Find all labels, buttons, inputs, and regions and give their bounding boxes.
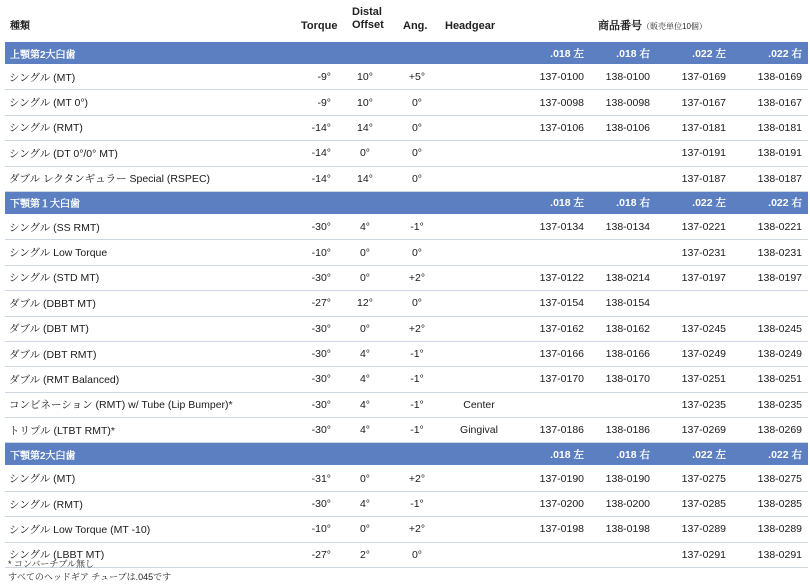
sku-022-right: [732, 291, 808, 316]
sku-018-left: 137-0162: [523, 316, 590, 341]
table-row: [5, 214, 808, 239]
product-name: シングル Low Torque: [5, 240, 285, 265]
distal-offset-value: 0°: [331, 316, 399, 341]
headgear-value: [435, 214, 523, 239]
angulation-value: -1°: [399, 341, 435, 366]
section-header-row: [5, 191, 808, 214]
product-name: ダブル (RMT Balanced): [5, 367, 285, 392]
angulation-value: -1°: [399, 214, 435, 239]
product-name: ダブル (DBT MT): [5, 316, 285, 341]
distal-offset-value: 4°: [331, 341, 399, 366]
product-name: シングル Low Torque (MT -10): [5, 517, 285, 542]
product-name: シングル (STD MT): [5, 265, 285, 290]
sku-018-left: 137-0098: [523, 90, 590, 115]
headgear-value: [435, 141, 523, 166]
sku-022-right: 138-0275: [732, 466, 808, 491]
torque-value: -30°: [285, 316, 331, 341]
size-column-header: .022 左: [656, 42, 732, 65]
angulation-value: +2°: [399, 316, 435, 341]
distal-offset-value: 4°: [331, 367, 399, 392]
sku-022-left: 137-0235: [656, 392, 732, 417]
distal-offset-value: 14°: [331, 166, 399, 191]
section-header-row: [5, 42, 808, 65]
distal-offset-value: 0°: [331, 141, 399, 166]
torque-value: -30°: [285, 265, 331, 290]
footnote-convertible: * コンバーチブル無し: [8, 559, 95, 569]
footnotes: [8, 558, 171, 584]
table-row: [5, 316, 808, 341]
sku-022-right: 138-0285: [732, 491, 808, 516]
angulation-value: +2°: [399, 265, 435, 290]
headgear-value: [435, 65, 523, 90]
headgear-value: [435, 316, 523, 341]
sku-018-right: [590, 166, 656, 191]
angulation-value: -1°: [399, 418, 435, 443]
size-column-header: .018 左: [523, 191, 590, 214]
table-row: [5, 166, 808, 191]
sku-018-left: [523, 166, 590, 191]
distal-offset-value: 14°: [331, 115, 399, 140]
sku-022-right: 138-0245: [732, 316, 808, 341]
product-name: シングル (SS RMT): [5, 214, 285, 239]
kind-column-header: 種類: [10, 21, 30, 32]
sku-018-left: [523, 141, 590, 166]
headgear-column-header: Headgear: [445, 20, 496, 32]
distal-offset-value: 4°: [331, 418, 399, 443]
distal-offset-value: 10°: [331, 65, 399, 90]
sku-018-left: 137-0106: [523, 115, 590, 140]
product-number-label: 商品番号: [598, 20, 642, 32]
torque-value: -31°: [285, 466, 331, 491]
sku-022-left: 137-0191: [656, 141, 732, 166]
angulation-value: 0°: [399, 542, 435, 567]
headgear-value: [435, 341, 523, 366]
sku-018-left: 137-0122: [523, 265, 590, 290]
sku-018-right: [590, 392, 656, 417]
product-name: シングル (RMT): [5, 115, 285, 140]
size-column-header: .018 右: [590, 443, 656, 466]
table-row: [5, 418, 808, 443]
distal-offset-value: 0°: [331, 466, 399, 491]
sku-018-right: 138-0100: [590, 65, 656, 90]
angulation-value: 0°: [399, 90, 435, 115]
sku-022-left: 137-0275: [656, 466, 732, 491]
sku-022-right: 138-0181: [732, 115, 808, 140]
sku-022-left: 137-0251: [656, 367, 732, 392]
sku-018-left: 137-0200: [523, 491, 590, 516]
product-name: シングル (LBBT MT): [5, 542, 285, 567]
size-column-header: .022 左: [656, 443, 732, 466]
headgear-value: [435, 517, 523, 542]
distal-offset-value: 4°: [331, 214, 399, 239]
product-name: シングル (MT): [5, 466, 285, 491]
torque-value: -14°: [285, 166, 331, 191]
product-table: [5, 42, 808, 568]
sku-018-left: [523, 240, 590, 265]
product-name: コンビネーション (RMT) w/ Tube (Lip Bumper)*: [5, 392, 285, 417]
sku-022-right: 138-0269: [732, 418, 808, 443]
torque-value: -27°: [285, 542, 331, 567]
table-row: [5, 517, 808, 542]
product-number-header: [598, 20, 707, 33]
sku-022-right: 138-0291: [732, 542, 808, 567]
headgear-value: [435, 291, 523, 316]
table-row: [5, 115, 808, 140]
table-row: [5, 341, 808, 366]
torque-value: -30°: [285, 392, 331, 417]
section-title: 下顎第１大臼歯: [5, 191, 523, 214]
angulation-value: 0°: [399, 240, 435, 265]
sku-018-left: 137-0186: [523, 418, 590, 443]
headgear-value: [435, 240, 523, 265]
sku-022-left: 137-0289: [656, 517, 732, 542]
torque-value: -14°: [285, 115, 331, 140]
torque-value: -30°: [285, 491, 331, 516]
distal-offset-value: 12°: [331, 291, 399, 316]
table-row: [5, 90, 808, 115]
headgear-value: Gingival: [435, 418, 523, 443]
distal-offset-value: 0°: [331, 517, 399, 542]
table-row: [5, 65, 808, 90]
table-row: [5, 491, 808, 516]
sku-022-right: 138-0249: [732, 341, 808, 366]
headgear-value: [435, 466, 523, 491]
table-row: [5, 392, 808, 417]
product-name: トリプル (LTBT RMT)*: [5, 418, 285, 443]
angulation-value: -1°: [399, 367, 435, 392]
sku-022-right: 138-0251: [732, 367, 808, 392]
headgear-value: [435, 265, 523, 290]
sku-018-right: 138-0166: [590, 341, 656, 366]
distal-line1: Distal: [352, 6, 382, 18]
angulation-value: -1°: [399, 392, 435, 417]
torque-value: -14°: [285, 141, 331, 166]
size-column-header: .018 左: [523, 443, 590, 466]
sku-018-right: 138-0198: [590, 517, 656, 542]
distal-offset-value: 4°: [331, 392, 399, 417]
sku-022-right: 138-0169: [732, 65, 808, 90]
torque-value: -27°: [285, 291, 331, 316]
angulation-value: -1°: [399, 491, 435, 516]
size-column-header: .018 右: [590, 42, 656, 65]
angulation-value: +2°: [399, 466, 435, 491]
sku-018-right: 138-0190: [590, 466, 656, 491]
sku-022-left: 137-0187: [656, 166, 732, 191]
table-row: [5, 240, 808, 265]
torque-value: -30°: [285, 418, 331, 443]
product-table-body: [5, 42, 808, 568]
sku-022-right: 138-0167: [732, 90, 808, 115]
angulation-value: 0°: [399, 141, 435, 166]
sku-022-left: 137-0231: [656, 240, 732, 265]
section-title: 下顎第2大臼歯: [5, 443, 523, 466]
sku-022-left: 137-0221: [656, 214, 732, 239]
angulation-value: 0°: [399, 115, 435, 140]
product-name: ダブル レクタンギュラー Special (RSPEC): [5, 166, 285, 191]
sku-022-left: 137-0285: [656, 491, 732, 516]
angulation-value: 0°: [399, 166, 435, 191]
angulation-value: +2°: [399, 517, 435, 542]
sku-018-right: 138-0134: [590, 214, 656, 239]
sku-022-right: 138-0191: [732, 141, 808, 166]
sku-018-right: 138-0214: [590, 265, 656, 290]
sku-018-left: 137-0170: [523, 367, 590, 392]
headgear-value: [435, 166, 523, 191]
sku-022-left: 137-0169: [656, 65, 732, 90]
product-name: シングル (DT 0°/0° MT): [5, 141, 285, 166]
product-number-note: （販売単位10個）: [642, 22, 707, 31]
sku-018-left: 137-0154: [523, 291, 590, 316]
size-column-header: .022 左: [656, 191, 732, 214]
torque-value: -30°: [285, 341, 331, 366]
sku-018-left: 137-0190: [523, 466, 590, 491]
sku-018-right: 138-0200: [590, 491, 656, 516]
sku-018-left: 137-0166: [523, 341, 590, 366]
angulation-column-header: Ang.: [403, 20, 428, 32]
distal-offset-value: 4°: [331, 491, 399, 516]
distal-line2: Offset: [352, 19, 384, 31]
product-name: シングル (MT): [5, 65, 285, 90]
distal-offset-column-header: [352, 6, 384, 32]
sku-018-left: [523, 542, 590, 567]
sku-022-right: 138-0235: [732, 392, 808, 417]
headgear-value: [435, 90, 523, 115]
sku-022-right: 138-0197: [732, 265, 808, 290]
torque-value: -30°: [285, 367, 331, 392]
sku-018-right: 138-0154: [590, 291, 656, 316]
sku-018-right: 138-0098: [590, 90, 656, 115]
torque-column-header: Torque: [301, 20, 338, 32]
distal-offset-value: 2°: [331, 542, 399, 567]
size-column-header: .018 左: [523, 42, 590, 65]
headgear-value: [435, 542, 523, 567]
size-column-header: .022 右: [732, 443, 808, 466]
torque-value: -9°: [285, 90, 331, 115]
sku-018-right: 138-0106: [590, 115, 656, 140]
sku-018-right: [590, 542, 656, 567]
sku-022-left: 137-0167: [656, 90, 732, 115]
torque-value: -10°: [285, 240, 331, 265]
size-column-header: .018 右: [590, 191, 656, 214]
product-name: シングル (RMT): [5, 491, 285, 516]
sku-022-right: 138-0231: [732, 240, 808, 265]
product-name: ダブル (DBBT MT): [5, 291, 285, 316]
sku-022-left: 137-0291: [656, 542, 732, 567]
distal-offset-value: 0°: [331, 265, 399, 290]
sku-018-left: 137-0198: [523, 517, 590, 542]
headgear-value: [435, 491, 523, 516]
sku-018-right: 138-0170: [590, 367, 656, 392]
sku-018-right: [590, 141, 656, 166]
section-title: 上顎第2大臼歯: [5, 42, 523, 65]
footnote-headgear: すべてのヘッドギア チューブは.045です: [8, 572, 172, 582]
sku-022-left: 137-0181: [656, 115, 732, 140]
distal-offset-value: 0°: [331, 240, 399, 265]
table-row: [5, 265, 808, 290]
sku-022-right: 138-0289: [732, 517, 808, 542]
sku-018-right: [590, 240, 656, 265]
torque-value: -9°: [285, 65, 331, 90]
sku-022-left: [656, 291, 732, 316]
headgear-value: [435, 115, 523, 140]
torque-value: -10°: [285, 517, 331, 542]
sku-022-left: 137-0249: [656, 341, 732, 366]
table-row: [5, 141, 808, 166]
sku-018-right: 138-0162: [590, 316, 656, 341]
angulation-value: +5°: [399, 65, 435, 90]
angulation-value: 0°: [399, 291, 435, 316]
sku-022-right: 138-0221: [732, 214, 808, 239]
sku-018-left: 137-0134: [523, 214, 590, 239]
table-row: [5, 291, 808, 316]
torque-value: -30°: [285, 214, 331, 239]
sku-022-left: 137-0245: [656, 316, 732, 341]
size-column-header: .022 右: [732, 42, 808, 65]
table-header: [0, 0, 810, 42]
sku-022-right: 138-0187: [732, 166, 808, 191]
sku-022-left: 137-0269: [656, 418, 732, 443]
sku-018-left: 137-0100: [523, 65, 590, 90]
headgear-value: [435, 367, 523, 392]
section-header-row: [5, 443, 808, 466]
sku-018-right: 138-0186: [590, 418, 656, 443]
headgear-value: Center: [435, 392, 523, 417]
table-row: [5, 466, 808, 491]
product-name: シングル (MT 0°): [5, 90, 285, 115]
sku-022-left: 137-0197: [656, 265, 732, 290]
distal-offset-value: 10°: [331, 90, 399, 115]
size-column-header: .022 右: [732, 191, 808, 214]
table-row: [5, 367, 808, 392]
product-name: ダブル (DBT RMT): [5, 341, 285, 366]
sku-018-left: [523, 392, 590, 417]
